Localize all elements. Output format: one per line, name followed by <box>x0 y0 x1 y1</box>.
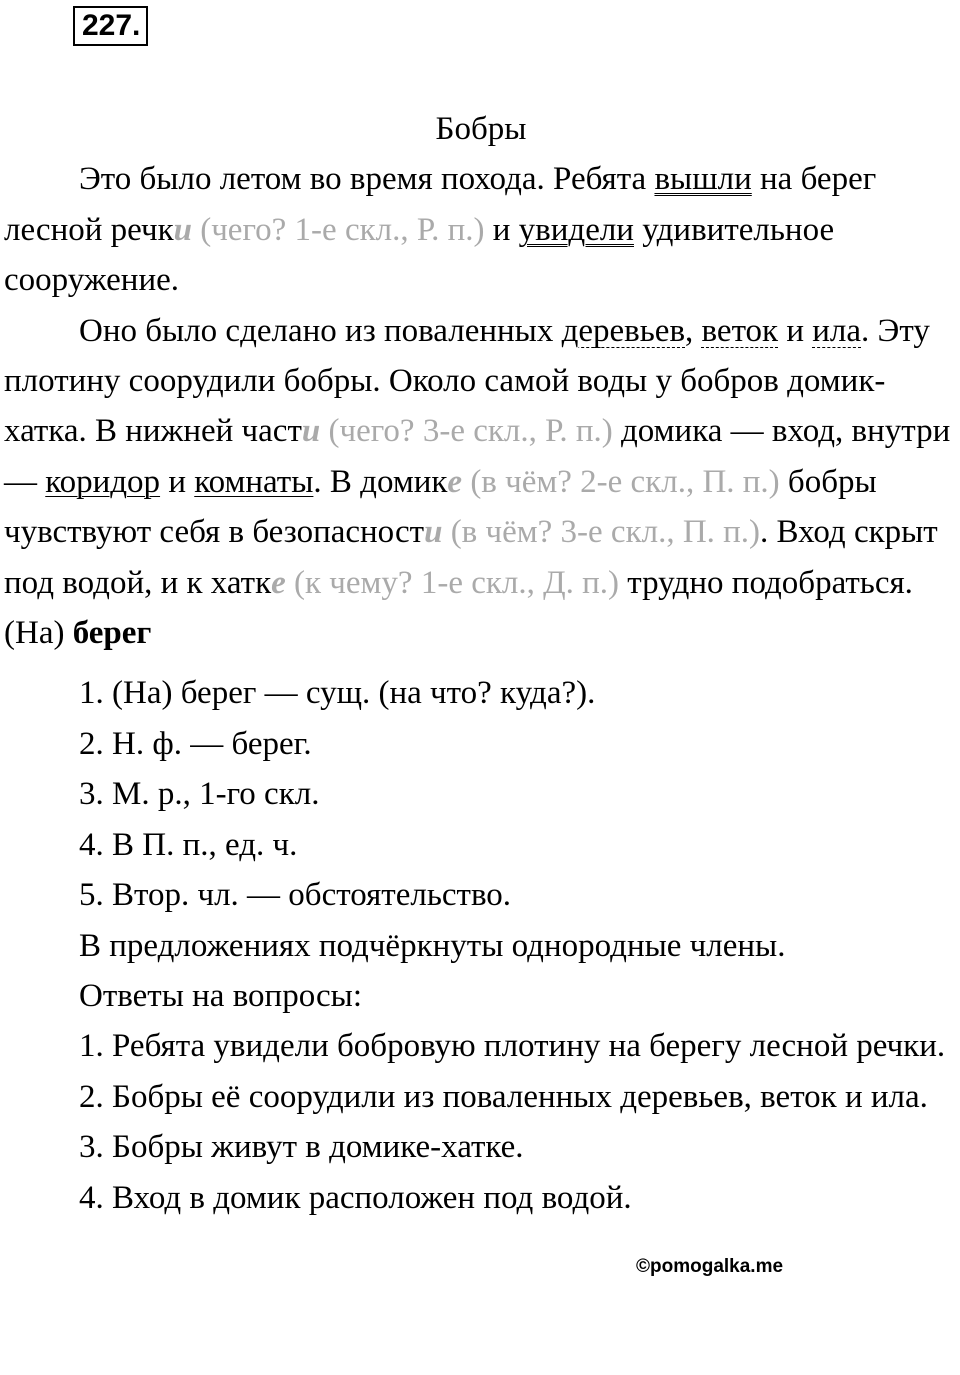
parse-item: 5. Втор. чл. — обстоятельство. <box>79 877 512 914</box>
document-body <box>4 104 958 1223</box>
paragraph-1: Это было летом во время похода. Ребята вышли на берег лесной речки (чего? 1-е скл., Р. п.) и увидели удивительное сооружение. <box>4 161 877 299</box>
grammar-note: (чего? 3-е скл., Р. п.) <box>320 413 613 450</box>
subject-komnaty: комнаты <box>194 463 314 500</box>
ending-highlight: е <box>447 463 463 500</box>
answer-item: 2. Бобры её соорудили из поваленных деревьев, веток и ила. <box>79 1078 928 1115</box>
predicate-uvideli: увидели <box>518 211 634 248</box>
parse-item: 2. Н. ф. — берег. <box>79 725 312 762</box>
answers-heading: Ответы на вопросы: <box>79 977 363 1014</box>
grammar-note: (к чему? 1-е скл., Д. п.) <box>285 564 620 601</box>
answer-item: 3. Бобры живут в домике-хатке. <box>79 1129 524 1166</box>
homogeneous-member-vetok: веток <box>701 312 779 349</box>
ending-highlight: и <box>173 211 192 248</box>
task-number: 227. <box>73 6 148 46</box>
ending-highlight: е <box>271 564 286 601</box>
answer-item: 1. Ребята увидели бобровую плотину на берегу лесной речки. <box>79 1028 946 1065</box>
parse-item: 1. (На) берег — сущ. (на что? куда?). <box>79 675 596 712</box>
text-title: Бобры <box>435 111 527 147</box>
parse-heading: (На) берег <box>4 615 152 652</box>
spacer <box>4 658 958 668</box>
watermark: ©pomogalka.me <box>636 1256 784 1277</box>
homogeneous-member-ila: ила <box>812 312 862 349</box>
parsed-word: берег <box>72 615 152 652</box>
homogeneous-member-derevev: деревьев <box>561 312 686 349</box>
subject-koridor: коридор <box>45 463 161 500</box>
paragraph-2: Оно было сделано из поваленных деревьев, веток и ила. Эту плотину соорудили бобры. Около самой воды у бобров домик-хатка. В нижней части (чего? 3-е скл., Р. п.) домика — вход, внутри — коридор и комнаты. В домике (в чём? 2-е скл., П. п.) бобры чувствуют себя в безопасности (в чём? 3-е скл., П. п.). Вход скрыт под водой, и к хатке (к чему? 1-е скл., Д. п.) трудно подобраться. <box>4 312 951 601</box>
grammar-note: (чего? 1-е скл., Р. п.) <box>191 211 485 248</box>
parse-item: 4. В П. п., ед. ч. <box>79 826 298 863</box>
ending-highlight: и <box>424 514 443 551</box>
predicate-vyshli: вышли <box>654 161 752 198</box>
parse-item: 3. М. р., 1-го скл. <box>79 776 320 813</box>
grammar-note: (в чём? 2-е скл., П. п.) <box>462 463 780 500</box>
ending-highlight: и <box>301 413 321 450</box>
grammar-note: (в чём? 3-е скл., П. п.) <box>442 514 761 551</box>
answer-item: 4. Вход в домик расположен под водой. <box>79 1179 632 1216</box>
homogeneous-note: В предложениях подчёркнуты однородные члены. <box>79 927 786 964</box>
